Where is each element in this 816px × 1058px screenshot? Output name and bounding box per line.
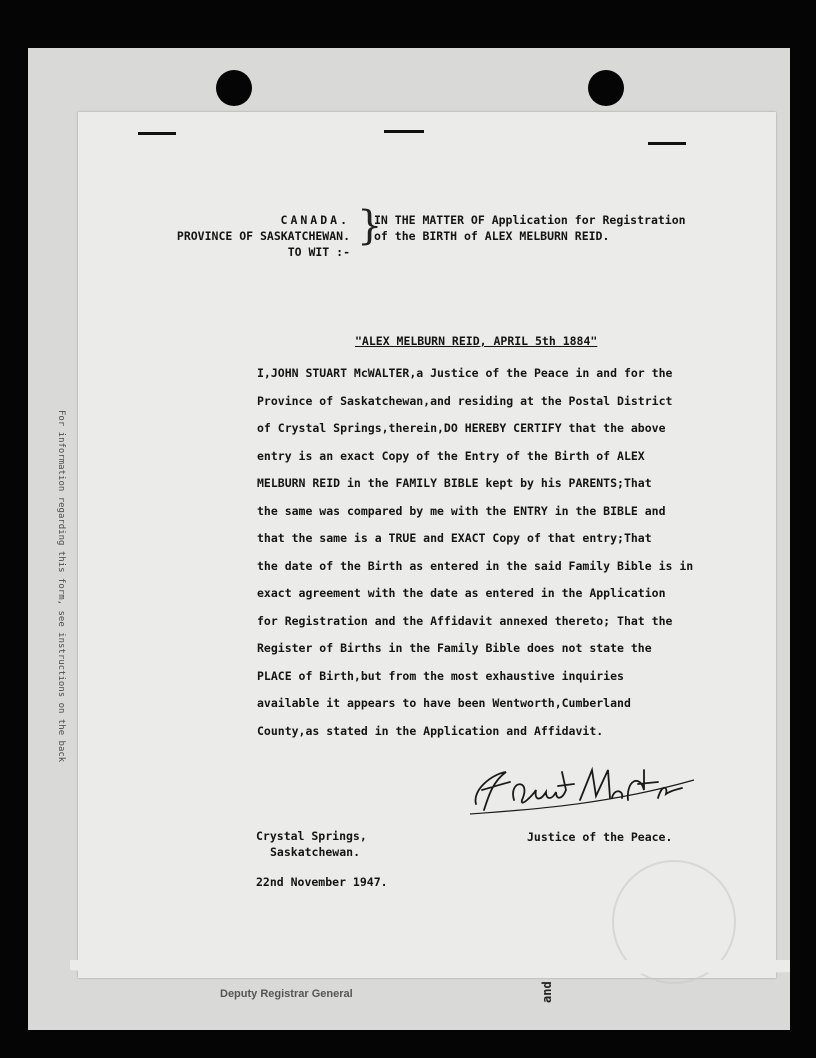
justice-title: Justice of the Peace.: [527, 830, 673, 844]
torn-edge: [70, 960, 790, 990]
certificate-date: 22nd November 1947.: [256, 875, 388, 889]
body-line: that the same is a TRUE and EXACT Copy of that entry;That: [257, 531, 652, 545]
matter-line-1: IN THE MATTER OF Application for Registration: [374, 213, 686, 227]
punch-hole-right: [588, 70, 624, 106]
body-line: Register of Births in the Family Bible does not state the: [257, 641, 652, 655]
place-town: Crystal Springs,: [256, 829, 367, 843]
body-line: MELBURN REID in the FAMILY BIBLE kept by his PARENTS;That: [257, 476, 652, 490]
jurisdiction-province: PROVINCE OF SASKATCHEWAN.: [176, 229, 350, 243]
body-line: County,as stated in the Application and Affidavit.: [257, 723, 604, 738]
body-line: exact agreement with the date as entered in the Application: [257, 586, 666, 600]
body-line: available it appears to have been Wentworth,Cumberland: [257, 696, 631, 710]
handwritten-signature: [462, 760, 712, 820]
body-line: of Crystal Springs,therein,DO HEREBY CERTIFY that the above: [257, 421, 666, 435]
body-line: for Registration and the Affidavit annexed thereto; That the: [257, 613, 673, 628]
body-line: entry is an exact Copy of the Entry of the Birth of ALEX: [257, 448, 645, 463]
top-rule-right: [648, 142, 686, 145]
jurisdiction-country: CANADA.: [280, 213, 350, 227]
body-line: the date of the Birth as entered in the said Family Bible is in: [257, 558, 694, 573]
punch-hole-left: [216, 70, 252, 106]
matter-block: [374, 212, 774, 244]
body-line: the same was compared by me with the ENTRY in the BIBLE and: [257, 503, 666, 518]
side-note: For information regarding this form, see instructions on the back: [56, 410, 66, 763]
place-province: Saskatchewan.: [270, 845, 361, 859]
body-line: PLACE of Birth,but from the most exhaustive inquiries: [257, 668, 624, 683]
top-rule-left: [138, 132, 176, 135]
brace-divider: }: [357, 203, 383, 249]
certificate-title: "ALEX MELBURN REID, APRIL 5th 1884": [355, 334, 598, 348]
footer-and-text: and: [540, 981, 554, 1003]
body-line: Province of Saskatchewan,and residing at the Postal District: [257, 393, 673, 408]
matter-line-2: of the BIRTH of ALEX MELBURN REID.: [374, 229, 610, 243]
certificate-body: [257, 360, 777, 745]
place-block: [256, 828, 367, 860]
deputy-registrar-label: Deputy Registrar General: [220, 988, 353, 1000]
body-line: I,JOHN STUART McWALTER,a Justice of the Peace in and for the: [257, 366, 673, 380]
top-rule-center: [384, 130, 424, 133]
jurisdiction-block: [130, 212, 350, 260]
jurisdiction-to-wit: TO WIT :-: [287, 245, 350, 259]
